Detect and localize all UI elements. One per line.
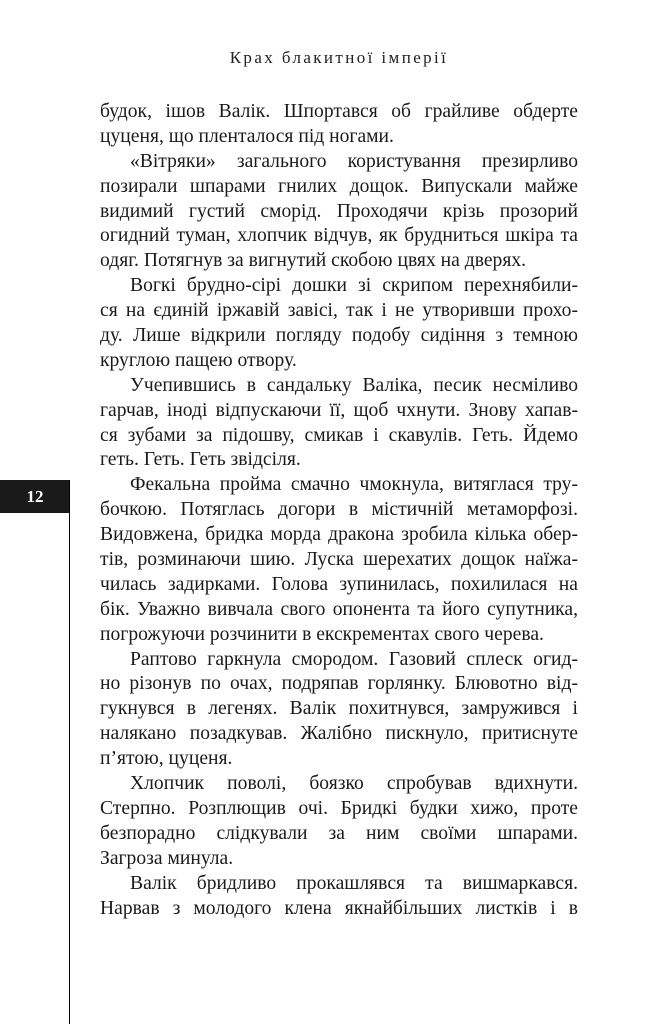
paragraph: [100, 872, 578, 922]
text-line: одяг. Потягнув за вигнутий скобою цвях на дверях.: [100, 250, 527, 272]
text-line: «Вітряки» загального користування презирливо: [130, 150, 578, 172]
text-line: но різонув по очах, подряпав горлянку. Блювотно від-: [100, 673, 578, 695]
text-line: круглою пащею отвору.: [100, 349, 297, 371]
text-line: налякано позадкував. Жалібно пискнуло, притиснуте: [100, 723, 578, 745]
body-text: [100, 100, 578, 921]
text-line: Вогкі брудно-сірі дошки зі скрипом перехнябили-: [130, 275, 578, 297]
paragraph: [100, 100, 578, 150]
page-number: 12: [0, 480, 70, 513]
text-line: ду. Лише відкрили погляду подобу сидіння з темною: [100, 325, 578, 347]
paragraph: [100, 274, 578, 374]
text-line: бочкою. Потяглась догори в містичній метаморфозі.: [100, 499, 578, 521]
text-line: гарчав, іноді відпускаючи її, щоб чхнути. Знову хапав-: [100, 399, 578, 421]
paragraph: [100, 150, 578, 274]
text-line: тів, розминаючи шию. Луска шерехатих дощок наїжа-: [100, 549, 578, 571]
paragraph: [100, 473, 578, 647]
text-line: цуценя, що пленталося під ногами.: [100, 125, 394, 147]
paragraph: [100, 772, 578, 872]
text-line: позирали шпарами гнилих дощок. Випускали майже: [100, 175, 578, 197]
text-line: огидний туман, хлопчик відчув, як брудниться шкіра та: [100, 225, 578, 247]
text-line: Загроза минула.: [100, 847, 234, 869]
text-line: ся зубами за підошву, смикав і скавулів. Геть. Йдемо: [100, 424, 578, 446]
text-line: бік. Уважно вивчала свого опонента та його супутника,: [100, 598, 578, 620]
running-header: Крах блакитної імперії: [229, 48, 449, 67]
text-line: Учепившись в сандальку Валіка, песик несміливо: [130, 374, 578, 396]
text-line: гукнувся в легенях. Валік похитнувся, замружився і: [100, 698, 578, 720]
text-line: п’ятою, цуценя.: [100, 748, 233, 770]
text-line: Видовжена, бридка морда дракона зробила кілька обер-: [100, 524, 578, 546]
text-line: ся на єдиній іржавій завісі, так і не утворивши прохо-: [100, 300, 578, 322]
margin-rule: [69, 480, 70, 1024]
text-line: Фекальна пройма смачно чмокнула, витяглася тру-: [130, 474, 578, 496]
text-line: будок, ішов Валік. Шпортався об грайливе обдерте: [100, 101, 578, 122]
text-line: Хлопчик поволі, боязко спробував вдихнути.: [130, 773, 578, 795]
text-line: геть. Геть. Геть звідсіля.: [100, 449, 301, 471]
text-line: безпорадно слідкували за ним своїми шпарами.: [100, 822, 578, 844]
paragraph: [100, 374, 578, 474]
text-line: Раптово гаркнула смородом. Газовий сплеск огид-: [130, 648, 578, 670]
text-line: Нарвав з молодого клена якнайбільших листків і в: [100, 897, 578, 919]
text-line: Валік бридливо прокашлявся та вишмаркався.: [130, 872, 578, 894]
text-line: видимий густий сморід. Проходячи крізь прозорий: [100, 200, 578, 222]
text-line: погрожуючи розчинити в екскрементах свого черева.: [100, 623, 544, 645]
paragraph: [100, 648, 578, 772]
text-line: Стерпно. Розплющив очі. Бридкі будки хижо, проте: [100, 797, 578, 819]
text-line: чилась задирками. Голова зупинилась, похилилася на: [100, 573, 578, 595]
